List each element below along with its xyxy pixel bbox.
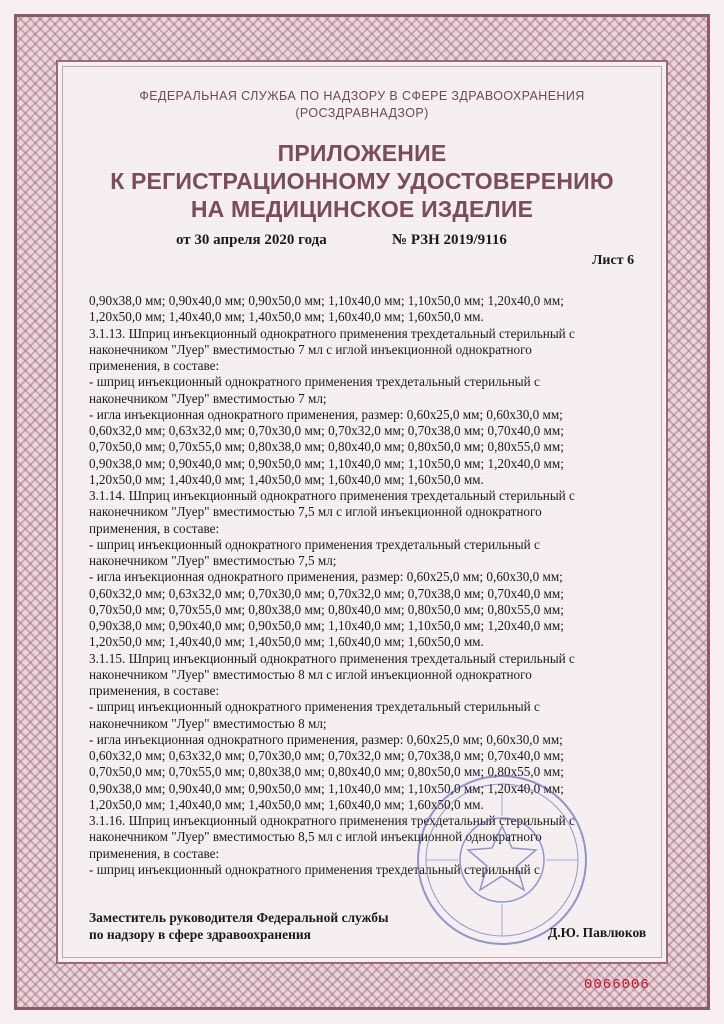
registration-number: № РЗН 2019/9116: [392, 232, 507, 248]
body-line: 0,90x38,0 мм; 0,90x40,0 мм; 0,90x50,0 мм; 1,10x40,0 мм; 1,10x50,0 мм; 1,20x40,0 мм;: [89, 780, 564, 796]
body-line: 1,20x50,0 мм; 1,40x40,0 мм; 1,40x50,0 мм; 1,60x40,0 мм; 1,60x50,0 мм.: [89, 634, 484, 650]
document-body: [89, 293, 627, 878]
body-line: - шприц инъекционный однократного применения трехдетальный стерильный с: [89, 861, 540, 877]
signatory-position: [89, 909, 389, 943]
body-line: - игла инъекционная однократного применения, размер: 0,60x25,0 мм; 0,60x30,0 мм;: [89, 406, 563, 422]
body-line: 0,70x50,0 мм; 0,70x55,0 мм; 0,80x38,0 мм; 0,80x40,0 мм; 0,80x50,0 мм; 0,80x55,0 мм;: [89, 764, 564, 780]
document-title-line-2: К РЕГИСТРАЦИОННОМУ УДОСТОВЕРЕНИЮ: [110, 168, 614, 194]
body-line: 0,60x32,0 мм; 0,63x32,0 мм; 0,70x30,0 мм; 0,70x32,0 мм; 0,70x38,0 мм; 0,70x40,0 мм;: [89, 748, 564, 763]
body-line: наконечником "Луер" вместимостью 8 мл;: [89, 715, 327, 731]
body-line: 0,70x50,0 мм; 0,70x55,0 мм; 0,80x38,0 мм; 0,80x40,0 мм; 0,80x50,0 мм; 0,80x55,0 мм;: [89, 601, 564, 617]
body-line: наконечником "Луер" вместимостью 8 мл с иглой инъекционной однократного: [89, 666, 532, 682]
document-title-line-1: ПРИЛОЖЕНИЕ: [277, 140, 447, 166]
agency-abbreviation: (РОСЗДРАВНАДЗОР): [295, 106, 429, 120]
agency-name: ФЕДЕРАЛЬНАЯ СЛУЖБА ПО НАДЗОРУ В СФЕРЕ ЗДРАВООХРАНЕНИЯ: [139, 89, 585, 103]
signatory-position-line-1: Заместитель руководителя Федеральной службы: [89, 910, 389, 925]
body-line: - шприц инъекционный однократного применения трехдетальный стерильный с: [89, 536, 540, 552]
body-line: - игла инъекционная однократного применения, размер: 0,60x25,0 мм; 0,60x30,0 мм;: [89, 731, 563, 747]
body-line: применения, в составе:: [89, 683, 220, 698]
signatory-name: Д.Ю. Павлюков: [548, 925, 647, 940]
body-line: 1,20x50,0 мм; 1,40x40,0 мм; 1,40x50,0 мм; 1,60x40,0 мм; 1,60x50,0 мм.: [89, 471, 484, 487]
body-line: - шприц инъекционный однократного применения трехдетальный стерильный с: [89, 699, 540, 715]
body-line: 0,90x38,0 мм; 0,90x40,0 мм; 0,90x50,0 мм; 1,10x40,0 мм; 1,10x50,0 мм; 1,20x40,0 мм;: [89, 455, 564, 471]
body-line: - шприц инъекционный однократного применения трехдетальный стерильный с: [89, 374, 540, 390]
body-line: наконечником "Луер" вместимостью 7,5 мл;: [89, 553, 337, 568]
body-line: 3.1.15. Шприц инъекционный однократного применения трехдетальный стерильный с: [89, 650, 575, 666]
body-line: наконечником "Луер" вместимостью 7 мл с иглой инъекционной однократного: [89, 341, 532, 357]
body-line: применения, в составе:: [89, 845, 220, 861]
issue-date: от 30 апреля 2020 года: [176, 232, 327, 248]
body-line: наконечником "Луер" вместимостью 7,5 мл с иглой инъекционной однократного: [89, 504, 542, 520]
body-line: 0,90x38,0 мм; 0,90x40,0 мм; 0,90x50,0 мм; 1,10x40,0 мм; 1,10x50,0 мм; 1,20x40,0 мм;: [89, 618, 564, 633]
body-line: 3.1.16. Шприц инъекционный однократного применения трехдетальный стерильный с: [89, 813, 575, 828]
body-line: наконечником "Луер" вместимостью 7 мл;: [89, 390, 327, 406]
body-line: наконечником "Луер" вместимостью 8,5 мл с иглой инъекционной однократного: [89, 829, 542, 845]
body-line: - игла инъекционная однократного применения, размер: 0,60x25,0 мм; 0,60x30,0 мм;: [89, 569, 563, 585]
signatory-position-line-2: по надзору в сфере здравоохранения: [89, 927, 311, 942]
body-line: применения, в составе:: [89, 520, 220, 536]
body-line: 0,90x38,0 мм; 0,90x40,0 мм; 0,90x50,0 мм; 1,10x40,0 мм; 1,10x50,0 мм; 1,20x40,0 мм;: [89, 293, 564, 308]
body-line: 0,70x50,0 мм; 0,70x55,0 мм; 0,80x38,0 мм; 0,80x40,0 мм; 0,80x50,0 мм; 0,80x55,0 мм;: [89, 439, 564, 455]
sheet-number: Лист 6: [592, 253, 635, 268]
body-line: 3.1.14. Шприц инъекционный однократного применения трехдетальный стерильный с: [89, 488, 575, 503]
body-line: 1,20x50,0 мм; 1,40x40,0 мм; 1,40x50,0 мм; 1,60x40,0 мм; 1,60x50,0 мм.: [89, 796, 484, 812]
body-line: 0,60x32,0 мм; 0,63x32,0 мм; 0,70x30,0 мм; 0,70x32,0 мм; 0,70x38,0 мм; 0,70x40,0 мм;: [89, 585, 564, 601]
body-line: 0,60x32,0 мм; 0,63x32,0 мм; 0,70x30,0 мм; 0,70x32,0 мм; 0,70x38,0 мм; 0,70x40,0 мм;: [89, 423, 564, 438]
body-line: применения, в составе:: [89, 358, 220, 373]
body-line: 3.1.13. Шприц инъекционный однократного применения трехдетальный стерильный с: [89, 325, 575, 341]
body-line: 1,20x50,0 мм; 1,40x40,0 мм; 1,40x50,0 мм; 1,60x40,0 мм; 1,60x50,0 мм.: [89, 309, 484, 325]
document-title-line-3: НА МЕДИЦИНСКОЕ ИЗДЕЛИЕ: [190, 196, 534, 222]
serial-number: 0066006: [584, 977, 650, 993]
